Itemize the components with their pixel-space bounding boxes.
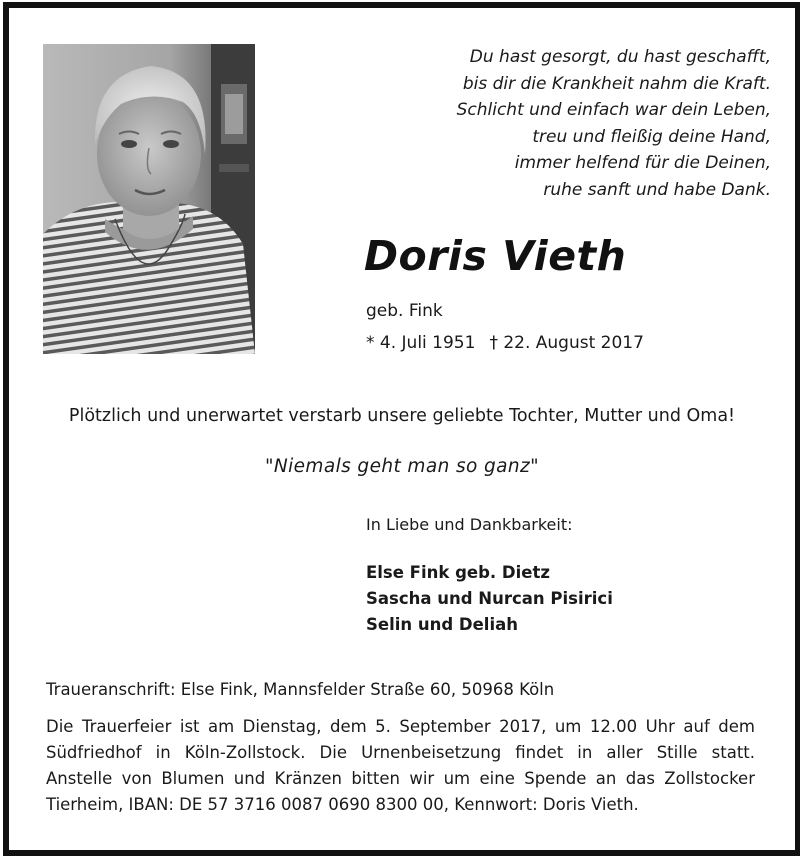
birth-date: * 4. Juli 1951 (366, 333, 476, 353)
life-dates (366, 333, 644, 353)
notice-line: Südfriedhof in Köln-Zollstock. Die Urnenbeisetzung findet in aller Stille statt. (46, 743, 755, 762)
notice-line: Die Trauerfeier ist am Dienstag, dem 5. September 2017, um 12.00 Uhr auf dem (46, 717, 755, 736)
poem-line: treu und fleißig deine Hand, (532, 126, 771, 147)
poem-line: Schlicht und einfach war dein Leben, (456, 100, 771, 120)
notice-line: Anstelle von Blumen und Kränzen bitten wir um eine Spende an das Zollstocker (46, 769, 755, 788)
obituary-frame (3, 2, 800, 856)
announcement: Plötzlich und unerwartet verstarb unsere geliebte Tochter, Mutter und Oma! (68, 406, 736, 426)
poem-line: Du hast gesorgt, du hast geschafft, (469, 47, 771, 67)
funeral-notice (46, 714, 755, 818)
birth-name: geb. Fink (366, 301, 443, 321)
mourning-address: Traueranschrift: Else Fink, Mannsfelder Straße 60, 50968 Köln (46, 680, 555, 699)
poem-line: ruhe sanft und habe Dank. (543, 179, 771, 200)
poem-line: bis dir die Krankheit nahm die Kraft. (462, 73, 771, 94)
mourner-name: Sascha und Nurcan Pisirici (366, 589, 613, 608)
poem (457, 44, 771, 203)
portrait-photo (43, 44, 255, 354)
motto: "Niemals geht man so ganz" (264, 456, 540, 477)
mourners-intro: In Liebe und Dankbarkeit: (366, 515, 573, 534)
mourner-name: Selin und Deliah (366, 615, 519, 634)
death-date: † 22. August 2017 (489, 333, 644, 353)
mourner-name: Else Fink geb. Dietz (366, 563, 550, 582)
poem-line: immer helfend für die Deinen, (514, 153, 771, 173)
deceased-name: Doris Vieth (364, 232, 627, 280)
mourners-list (366, 560, 613, 638)
notice-line: Tierheim, IBAN: DE 57 3716 0087 0690 8300 00, Kennwort: Doris Vieth. (46, 795, 639, 814)
